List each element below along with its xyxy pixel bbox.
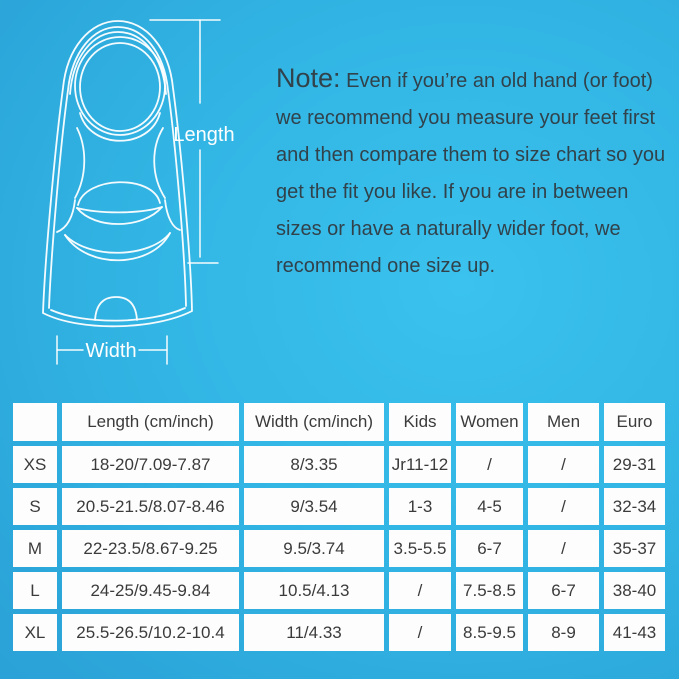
cell-women: / [456, 446, 523, 483]
fin-outline [43, 21, 192, 326]
column-header-women: Women [456, 403, 523, 441]
cell-women: 7.5-8.5 [456, 572, 523, 609]
cell-length: 22-23.5/8.67-9.25 [62, 530, 239, 567]
note-body: Even if you’re an old hand (or foot) we recommend you measure your feet first and then compare them to size chart so you get the fit you like. If you are in between sizes or have a naturally wider foot, we recommend one size up. [276, 70, 666, 277]
cell-kids: 1-3 [389, 488, 451, 525]
cell-women: 4-5 [456, 488, 523, 525]
table-row-xl [13, 614, 665, 651]
column-header-size [13, 403, 57, 441]
table-row-m [13, 530, 665, 567]
cell-euro: 41-43 [604, 614, 665, 651]
width-label: Width [85, 340, 137, 362]
table-row-l [13, 572, 665, 609]
cell-euro: 38-40 [604, 572, 665, 609]
cell-women: 8.5-9.5 [456, 614, 523, 651]
cell-men: / [528, 488, 599, 525]
column-header-length: Length (cm/inch) [62, 403, 239, 441]
size-chart-table [8, 398, 670, 656]
cell-men: / [528, 446, 599, 483]
column-header-kids: Kids [389, 403, 451, 441]
size-label: XS [13, 446, 57, 483]
cell-width: 10.5/4.13 [244, 572, 384, 609]
cell-length: 25.5-26.5/10.2-10.4 [62, 614, 239, 651]
column-header-euro: Euro [604, 403, 665, 441]
column-header-men: Men [528, 403, 599, 441]
cell-length: 24-25/9.45-9.84 [62, 572, 239, 609]
cell-men: 8-9 [528, 614, 599, 651]
length-label: Length [173, 124, 235, 146]
cell-width: 9.5/3.74 [244, 530, 384, 567]
size-label: S [13, 488, 57, 525]
cell-length: 20.5-21.5/8.07-8.46 [62, 488, 239, 525]
cell-euro: 29-31 [604, 446, 665, 483]
cell-kids: Jr11-12 [389, 446, 451, 483]
note-prefix: Note: [276, 63, 341, 93]
size-label: L [13, 572, 57, 609]
cell-men: 6-7 [528, 572, 599, 609]
fin-diagram [25, 8, 260, 373]
cell-kids: 3.5-5.5 [389, 530, 451, 567]
cell-length: 18-20/7.09-7.87 [62, 446, 239, 483]
cell-width: 8/3.35 [244, 446, 384, 483]
header-row [13, 403, 665, 441]
size-label: XL [13, 614, 57, 651]
table-row-s [13, 488, 665, 525]
size-label: M [13, 530, 57, 567]
column-header-width: Width (cm/inch) [244, 403, 384, 441]
foot-pocket-lines [57, 37, 180, 320]
cell-euro: 35-37 [604, 530, 665, 567]
cell-men: / [528, 530, 599, 567]
table-row-xs [13, 446, 665, 483]
cell-width: 9/3.54 [244, 488, 384, 525]
width-dimension [57, 336, 167, 364]
cell-kids: / [389, 572, 451, 609]
length-dimension [150, 20, 235, 263]
cell-kids: / [389, 614, 451, 651]
cell-euro: 32-34 [604, 488, 665, 525]
cell-width: 11/4.33 [244, 614, 384, 651]
note-section [276, 60, 674, 285]
cell-women: 6-7 [456, 530, 523, 567]
